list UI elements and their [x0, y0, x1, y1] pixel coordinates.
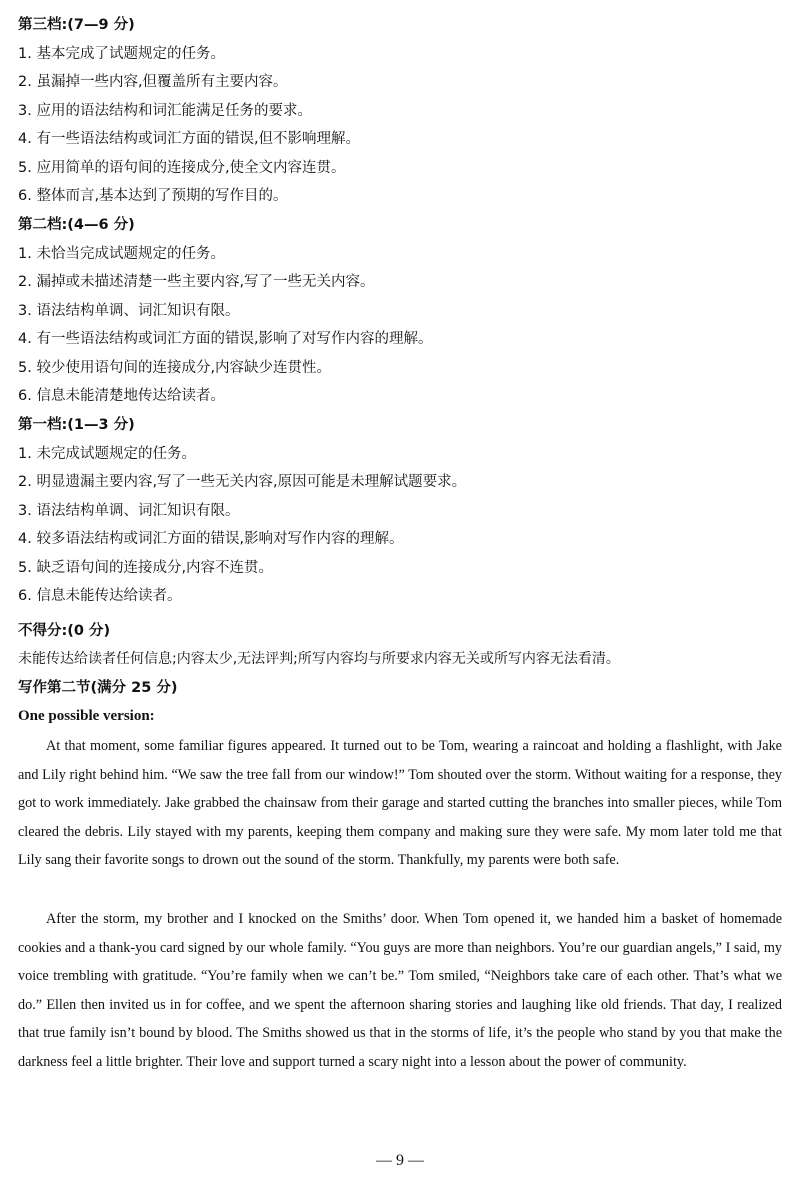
grade3-item-3: 3. 应用的语法结构和词汇能满足任务的要求。 [18, 103, 312, 119]
grade1-item-3: 3. 语法结构单调、词汇知识有限。 [18, 503, 240, 519]
grade0-text: 未能传达给读者任何信息;内容太少,无法评判;所写内容均与所要求内容无关或所写内容无法看清。 [18, 651, 620, 667]
grade3-item-2: 2. 虽漏掉一些内容,但覆盖所有主要内容。 [18, 74, 288, 90]
grade3-item-5: 5. 应用简单的语句间的连接成分,使全文内容连贯。 [18, 160, 346, 176]
grade1-item-4: 4. 较多语法结构或词汇方面的错误,影响对写作内容的理解。 [18, 531, 404, 547]
section2-heading: 写作第二节(满分 25 分) [18, 680, 178, 696]
grade2-item-5: 5. 较少使用语句间的连接成分,内容缺少连贯性。 [18, 360, 332, 376]
grade1-item-1: 1. 未完成试题规定的任务。 [18, 446, 196, 462]
page-number: — 9 — [376, 1152, 424, 1169]
grade2-item-1: 1. 未恰当完成试题规定的任务。 [18, 246, 225, 262]
grade2-heading: 第二档:(4—6 分) [18, 217, 135, 233]
grade1-heading: 第一档:(1—3 分) [18, 417, 135, 433]
grade3-heading: 第三档:(7—9 分) [18, 17, 135, 33]
grade1-item-2: 2. 明显遗漏主要内容,写了一些无关内容,原因可能是未理解试题要求。 [18, 474, 467, 490]
grade2-item-4: 4. 有一些语法结构或词汇方面的错误,影响了对写作内容的理解。 [18, 331, 433, 347]
grade0-heading: 不得分:(0 分) [18, 623, 111, 639]
grade2-item-2: 2. 漏掉或未描述清楚一些主要内容,写了一些无关内容。 [18, 274, 375, 290]
grade2-item-6: 6. 信息未能清楚地传达给读者。 [18, 388, 225, 404]
essay-paragraph-1: At that moment, some familiar figures appeared. It turned out to be Tom, wearing a raincoat and holding a flashlight, with Jake and Lily right behind him. “We saw the tree fall from our window!” Tom shouted over the storm. Without waiting for a response, they got to work immediately. Jake grabbed the chainsaw from their garage and started cutting the branches into smaller pieces, while Tom cleared the debris. Lily stayed with my parents, keeping them company and making sure they were safe. My mom later told me that Lily sang their favorite songs to drown out the sound of the storm. Thankfully, my parents were both safe. [18, 738, 782, 869]
grade1-item-6: 6. 信息未能传达给读者。 [18, 588, 182, 604]
grade3-item-4: 4. 有一些语法结构或词汇方面的错误,但不影响理解。 [18, 131, 361, 147]
grade1-item-5: 5. 缺乏语句间的连接成分,内容不连贯。 [18, 560, 274, 576]
version-label: One possible version: [18, 708, 155, 724]
essay-paragraph-2: After the storm, my brother and I knocked on the Smiths’ door. When Tom opened it, we handed him a basket of homemade cookies and a thank-you card signed by our whole family. “You guys are more than neighbors. You’re our guardian angels,” I said, my voice trembling with gratitude. “You’re family when we can’t be.” Tom smiled, “Neighbors take care of each other. That’s what we do.” Ellen then invited us in for coffee, and we spent the afternoon sharing stories and laughing like old friends. That day, I realized that true family isn’t bound by blood. The Smiths showed us that in the storms of life, it’s the people who stand by you that make the darkness feel a little brighter. Their love and support turned a scary night into a lesson about the power of community. [18, 911, 782, 1070]
grade2-item-3: 3. 语法结构单调、词汇知识有限。 [18, 303, 240, 319]
grade3-item-1: 1. 基本完成了试题规定的任务。 [18, 46, 225, 62]
grade3-item-6: 6. 整体而言,基本达到了预期的写作目的。 [18, 188, 288, 204]
